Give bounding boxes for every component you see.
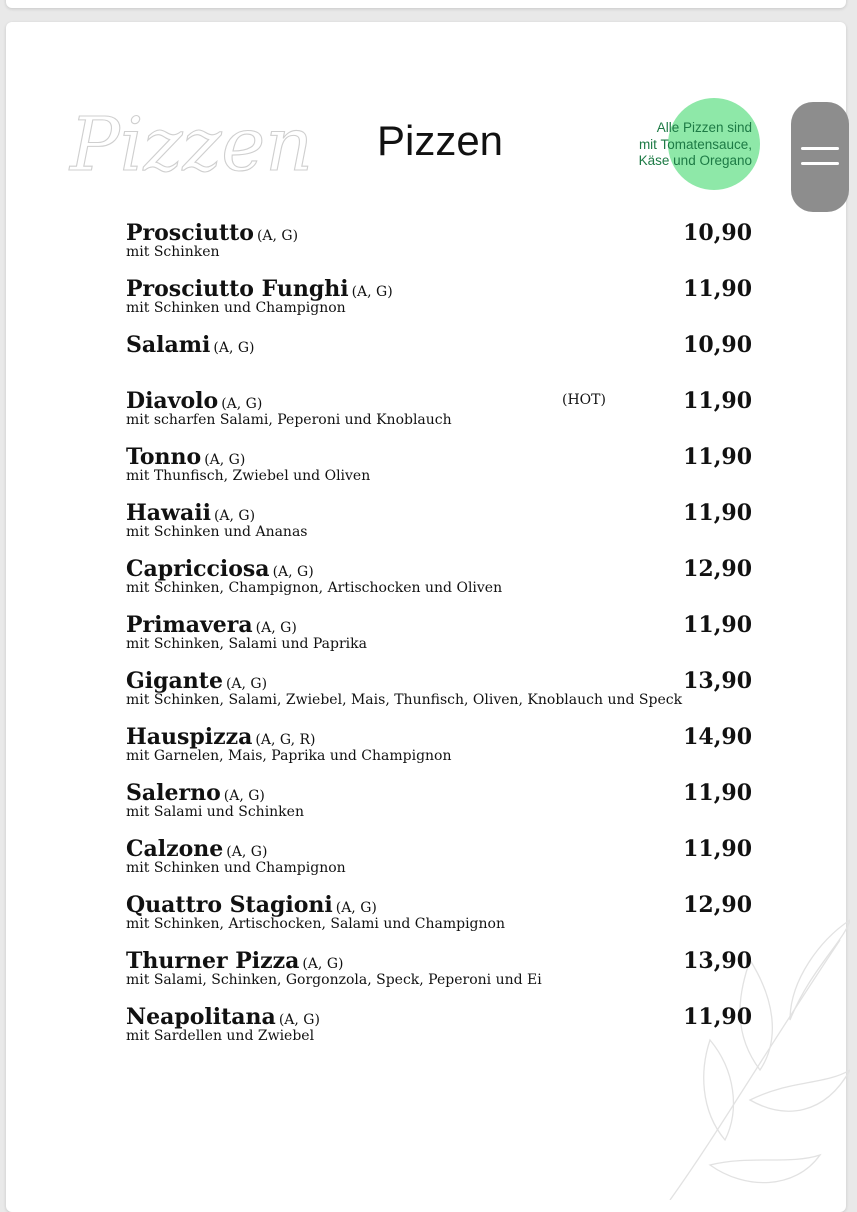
item-price: 10,90 (683, 332, 752, 358)
item-price: 10,90 (683, 220, 752, 246)
menu-item (126, 612, 766, 652)
menu-item-line (126, 836, 766, 862)
item-allergens: (A, G) (256, 228, 299, 244)
item-price: 14,90 (683, 724, 752, 750)
item-name: Tonno (126, 444, 202, 470)
item-description: mit Schinken, Salami, Zwiebel, Mais, Thunfisch, Oliven, Knoblauch und Speck (126, 692, 683, 708)
item-allergens: (A, G) (302, 956, 344, 972)
leaf-decoration (640, 900, 850, 1200)
item-allergens: (A, G) (226, 844, 268, 860)
menu-item-line (126, 388, 766, 414)
item-price: 11,90 (683, 836, 752, 862)
item-name: Thurner Pizza (126, 948, 300, 974)
menu-item (126, 556, 766, 596)
menu-item (126, 948, 766, 988)
menu-item (126, 276, 766, 316)
menu-item-line (126, 332, 766, 358)
info-note (604, 120, 752, 170)
info-note-line: mit Tomatensauce, (638, 136, 752, 152)
item-name: Hawaii (126, 500, 211, 526)
menu-item-line (126, 556, 766, 582)
item-name: Primavera (126, 612, 253, 638)
item-allergens: (A, G) (213, 340, 255, 356)
menu-item-line (126, 948, 766, 974)
item-price: 11,90 (683, 780, 752, 806)
item-price: 11,90 (683, 500, 752, 526)
item-allergens: (A, G) (213, 508, 256, 524)
item-description: mit Schinken, Artischocken, Salami und Champignon (126, 916, 505, 932)
menu-item-line (126, 220, 766, 246)
hamburger-menu-icon (801, 147, 839, 150)
item-name: Hauspizza (126, 724, 253, 750)
menu-item-line (126, 276, 766, 302)
item-allergens: (A, G) (272, 564, 314, 580)
hamburger-menu-icon (801, 162, 839, 165)
item-allergens: (A, G) (204, 452, 246, 468)
item-allergens: (A, G) (255, 620, 297, 636)
page-title: Pizzen (376, 117, 504, 164)
item-allergens: (A, G) (221, 396, 263, 412)
menu-item (126, 836, 766, 876)
menu-item-line (126, 500, 766, 526)
item-description: mit Schinken (126, 244, 220, 260)
item-name: Salerno (126, 780, 221, 806)
item-name: Salami (126, 332, 211, 358)
menu-item-line (126, 892, 766, 918)
hamburger-menu-button[interactable] (791, 102, 849, 212)
item-description: mit Schinken, Champignon, Artischocken und Oliven (126, 580, 503, 596)
menu-item (126, 220, 766, 260)
info-note-line: Käse und Oregano (638, 153, 752, 168)
item-name: Prosciutto (126, 220, 254, 246)
menu-item-line (126, 612, 766, 638)
item-price: 13,90 (683, 948, 752, 974)
item-allergens: (A, G) (223, 788, 265, 804)
item-description: mit Thunfisch, Zwiebel und Oliven (126, 468, 371, 484)
menu-item (126, 500, 766, 540)
item-name: Calzone (126, 836, 224, 862)
item-description: mit Sardellen und Zwiebel (126, 1028, 315, 1044)
menu-item-line (126, 1004, 766, 1030)
item-price: 11,90 (683, 388, 752, 414)
item-price: 11,90 (683, 276, 752, 302)
item-description: mit Schinken und Champignon (126, 300, 346, 316)
item-price: 12,90 (683, 892, 752, 918)
item-description: mit scharfen Salami, Peperoni und Knoblauch (126, 412, 452, 428)
item-name: Gigante (126, 668, 223, 694)
item-price: 11,90 (683, 1004, 752, 1030)
menu-item (126, 332, 766, 358)
menu-item (126, 780, 766, 820)
item-name: Prosciutto Funghi (126, 276, 349, 302)
menu-item (126, 668, 766, 708)
item-allergens: (A, G) (351, 284, 393, 300)
item-name: Capricciosa (126, 556, 270, 582)
menu-item-line (126, 724, 766, 750)
previous-page-edge (6, 0, 846, 8)
item-name: Diavolo (126, 388, 219, 414)
info-note-line: Alle Pizzen sind (656, 120, 752, 135)
item-allergens: (A, G, R) (255, 732, 316, 748)
script-title-text: Pizzen (70, 102, 313, 188)
item-price: 11,90 (683, 444, 752, 470)
menu-item (126, 444, 766, 484)
item-name: Quattro Stagioni (126, 892, 333, 918)
item-price: 13,90 (683, 668, 752, 694)
item-price: 12,90 (683, 556, 752, 582)
menu-item (126, 388, 766, 428)
item-price: 11,90 (683, 612, 752, 638)
item-name: Neapolitana (126, 1004, 276, 1030)
menu-item (126, 1004, 766, 1044)
menu-item-line (126, 444, 766, 470)
item-description: mit Schinken und Champignon (126, 860, 346, 876)
menu-item-line (126, 668, 766, 694)
item-description: mit Schinken, Salami und Paprika (126, 636, 367, 652)
menu-item-line (126, 780, 766, 806)
script-title-watermark (66, 88, 316, 208)
item-description: mit Salami und Schinken (126, 804, 304, 820)
item-description: mit Garnelen, Mais, Paprika und Champignon (126, 748, 452, 764)
item-allergens: (A, G) (225, 676, 268, 692)
hot-badge: (HOT) (562, 392, 606, 408)
item-description: mit Salami, Schinken, Gorgonzola, Speck, Peperoni und Ei (126, 972, 542, 988)
item-allergens: (A, G) (335, 900, 377, 916)
item-description: mit Schinken und Ananas (126, 524, 308, 540)
menu-item (126, 892, 766, 932)
menu-item (126, 724, 766, 764)
item-allergens: (A, G) (278, 1012, 320, 1028)
